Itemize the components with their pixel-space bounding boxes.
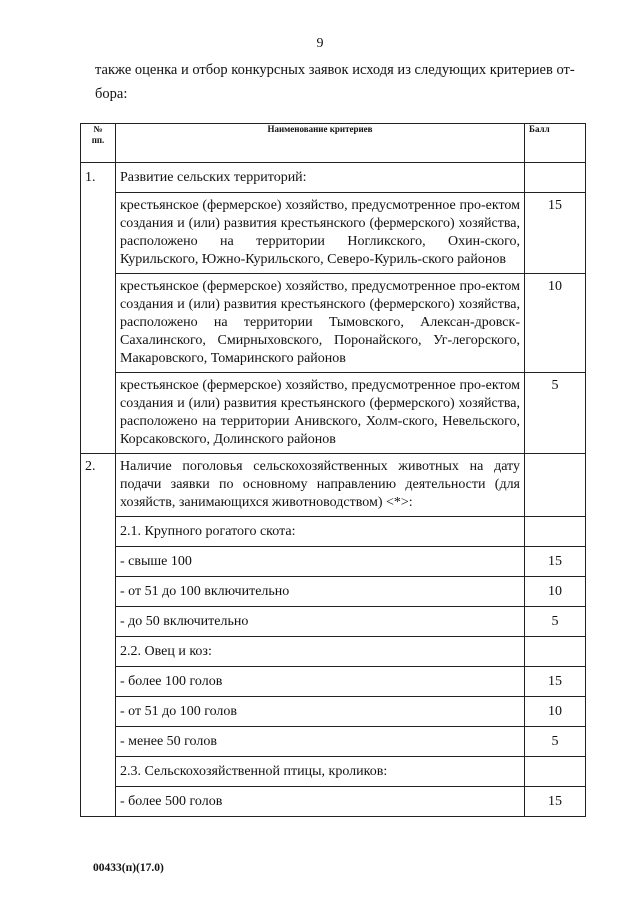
criterion-score: 5 [525, 373, 586, 454]
criterion-score: 10 [525, 274, 586, 373]
criteria-table [80, 123, 586, 817]
intro-paragraph [95, 58, 595, 106]
table-row [81, 274, 586, 373]
table-row [81, 697, 586, 727]
criterion-score: 15 [525, 547, 586, 577]
header-number: № пп. [81, 124, 116, 163]
criterion-score [525, 454, 586, 517]
criterion-text: 2.1. Крупного рогатого скота: [116, 517, 525, 547]
criterion-score [525, 517, 586, 547]
criterion-score: 15 [525, 193, 586, 274]
criterion-score: 15 [525, 667, 586, 697]
table-row [81, 547, 586, 577]
table-row [81, 727, 586, 757]
intro-line-2: бора: [95, 86, 128, 102]
row-number: 2. [81, 454, 116, 817]
criterion-text: Наличие поголовья сельскохозяйственных животных на дату подачи заявки по основному направлению деятельности (для хозяйств, занимающихся животноводством) <*>: [116, 454, 525, 517]
criterion-text: - более 500 голов [116, 787, 525, 817]
header-score: Балл [525, 124, 586, 163]
header-criteria-name: Наименование критериев [116, 124, 525, 163]
criterion-text: крестьянское (фермерское) хозяйство, предусмотренное про-ектом создания и (или) развития крестьянского (фермерского) хозяйства, расположено на территории Анивского, Холм-ского, Невельского, Корсаковского, Долинского районов [116, 373, 525, 454]
table-row [81, 577, 586, 607]
page-number: 9 [316, 36, 324, 51]
criterion-score: 5 [525, 727, 586, 757]
table-row [81, 454, 586, 517]
table-header-row [81, 124, 586, 163]
row-number: 1. [81, 163, 116, 454]
criterion-text: - более 100 голов [116, 667, 525, 697]
table-row [81, 373, 586, 454]
criterion-text: - от 51 до 100 голов [116, 697, 525, 727]
table-row [81, 607, 586, 637]
criterion-score: 5 [525, 607, 586, 637]
table-body [81, 163, 586, 817]
criterion-score: 15 [525, 787, 586, 817]
table-row [81, 637, 586, 667]
criterion-score [525, 757, 586, 787]
criterion-score: 10 [525, 577, 586, 607]
criterion-text: 2.3. Сельскохозяйственной птицы, кроликов: [116, 757, 525, 787]
table-row [81, 163, 586, 193]
table-row [81, 193, 586, 274]
criterion-text: - от 51 до 100 включительно [116, 577, 525, 607]
table-row [81, 757, 586, 787]
criterion-text: - свыше 100 [116, 547, 525, 577]
criterion-text: - до 50 включительно [116, 607, 525, 637]
table-row [81, 787, 586, 817]
table-row [81, 517, 586, 547]
table-row [81, 667, 586, 697]
criterion-text: Развитие сельских территорий: [116, 163, 525, 193]
criterion-score: 10 [525, 697, 586, 727]
criterion-text: крестьянское (фермерское) хозяйство, предусмотренное про-ектом создания и (или) развития крестьянского (фермерского) хозяйства, расположено на территории Тымовского, Алексан-дровск-Сахалинского, Смирныховского, Поронайского, Уг-легорского, Макаровского, Томаринского районов [116, 274, 525, 373]
criterion-score [525, 637, 586, 667]
criterion-text: крестьянское (фермерское) хозяйство, предусмотренное про-ектом создания и (или) развития крестьянского (фермерского) хозяйства, расположено на территории Ногликского, Охин-ского, Курильского, Южно-Курильского, Северо-Куриль-ского районов [116, 193, 525, 274]
document-code: 00433(п)(17.0) [93, 862, 164, 874]
criterion-text: - менее 50 голов [116, 727, 525, 757]
criterion-score [525, 163, 586, 193]
criterion-text: 2.2. Овец и коз: [116, 637, 525, 667]
intro-line-1: также оценка и отбор конкурсных заявок исходя из следующих критериев от- [95, 62, 575, 78]
